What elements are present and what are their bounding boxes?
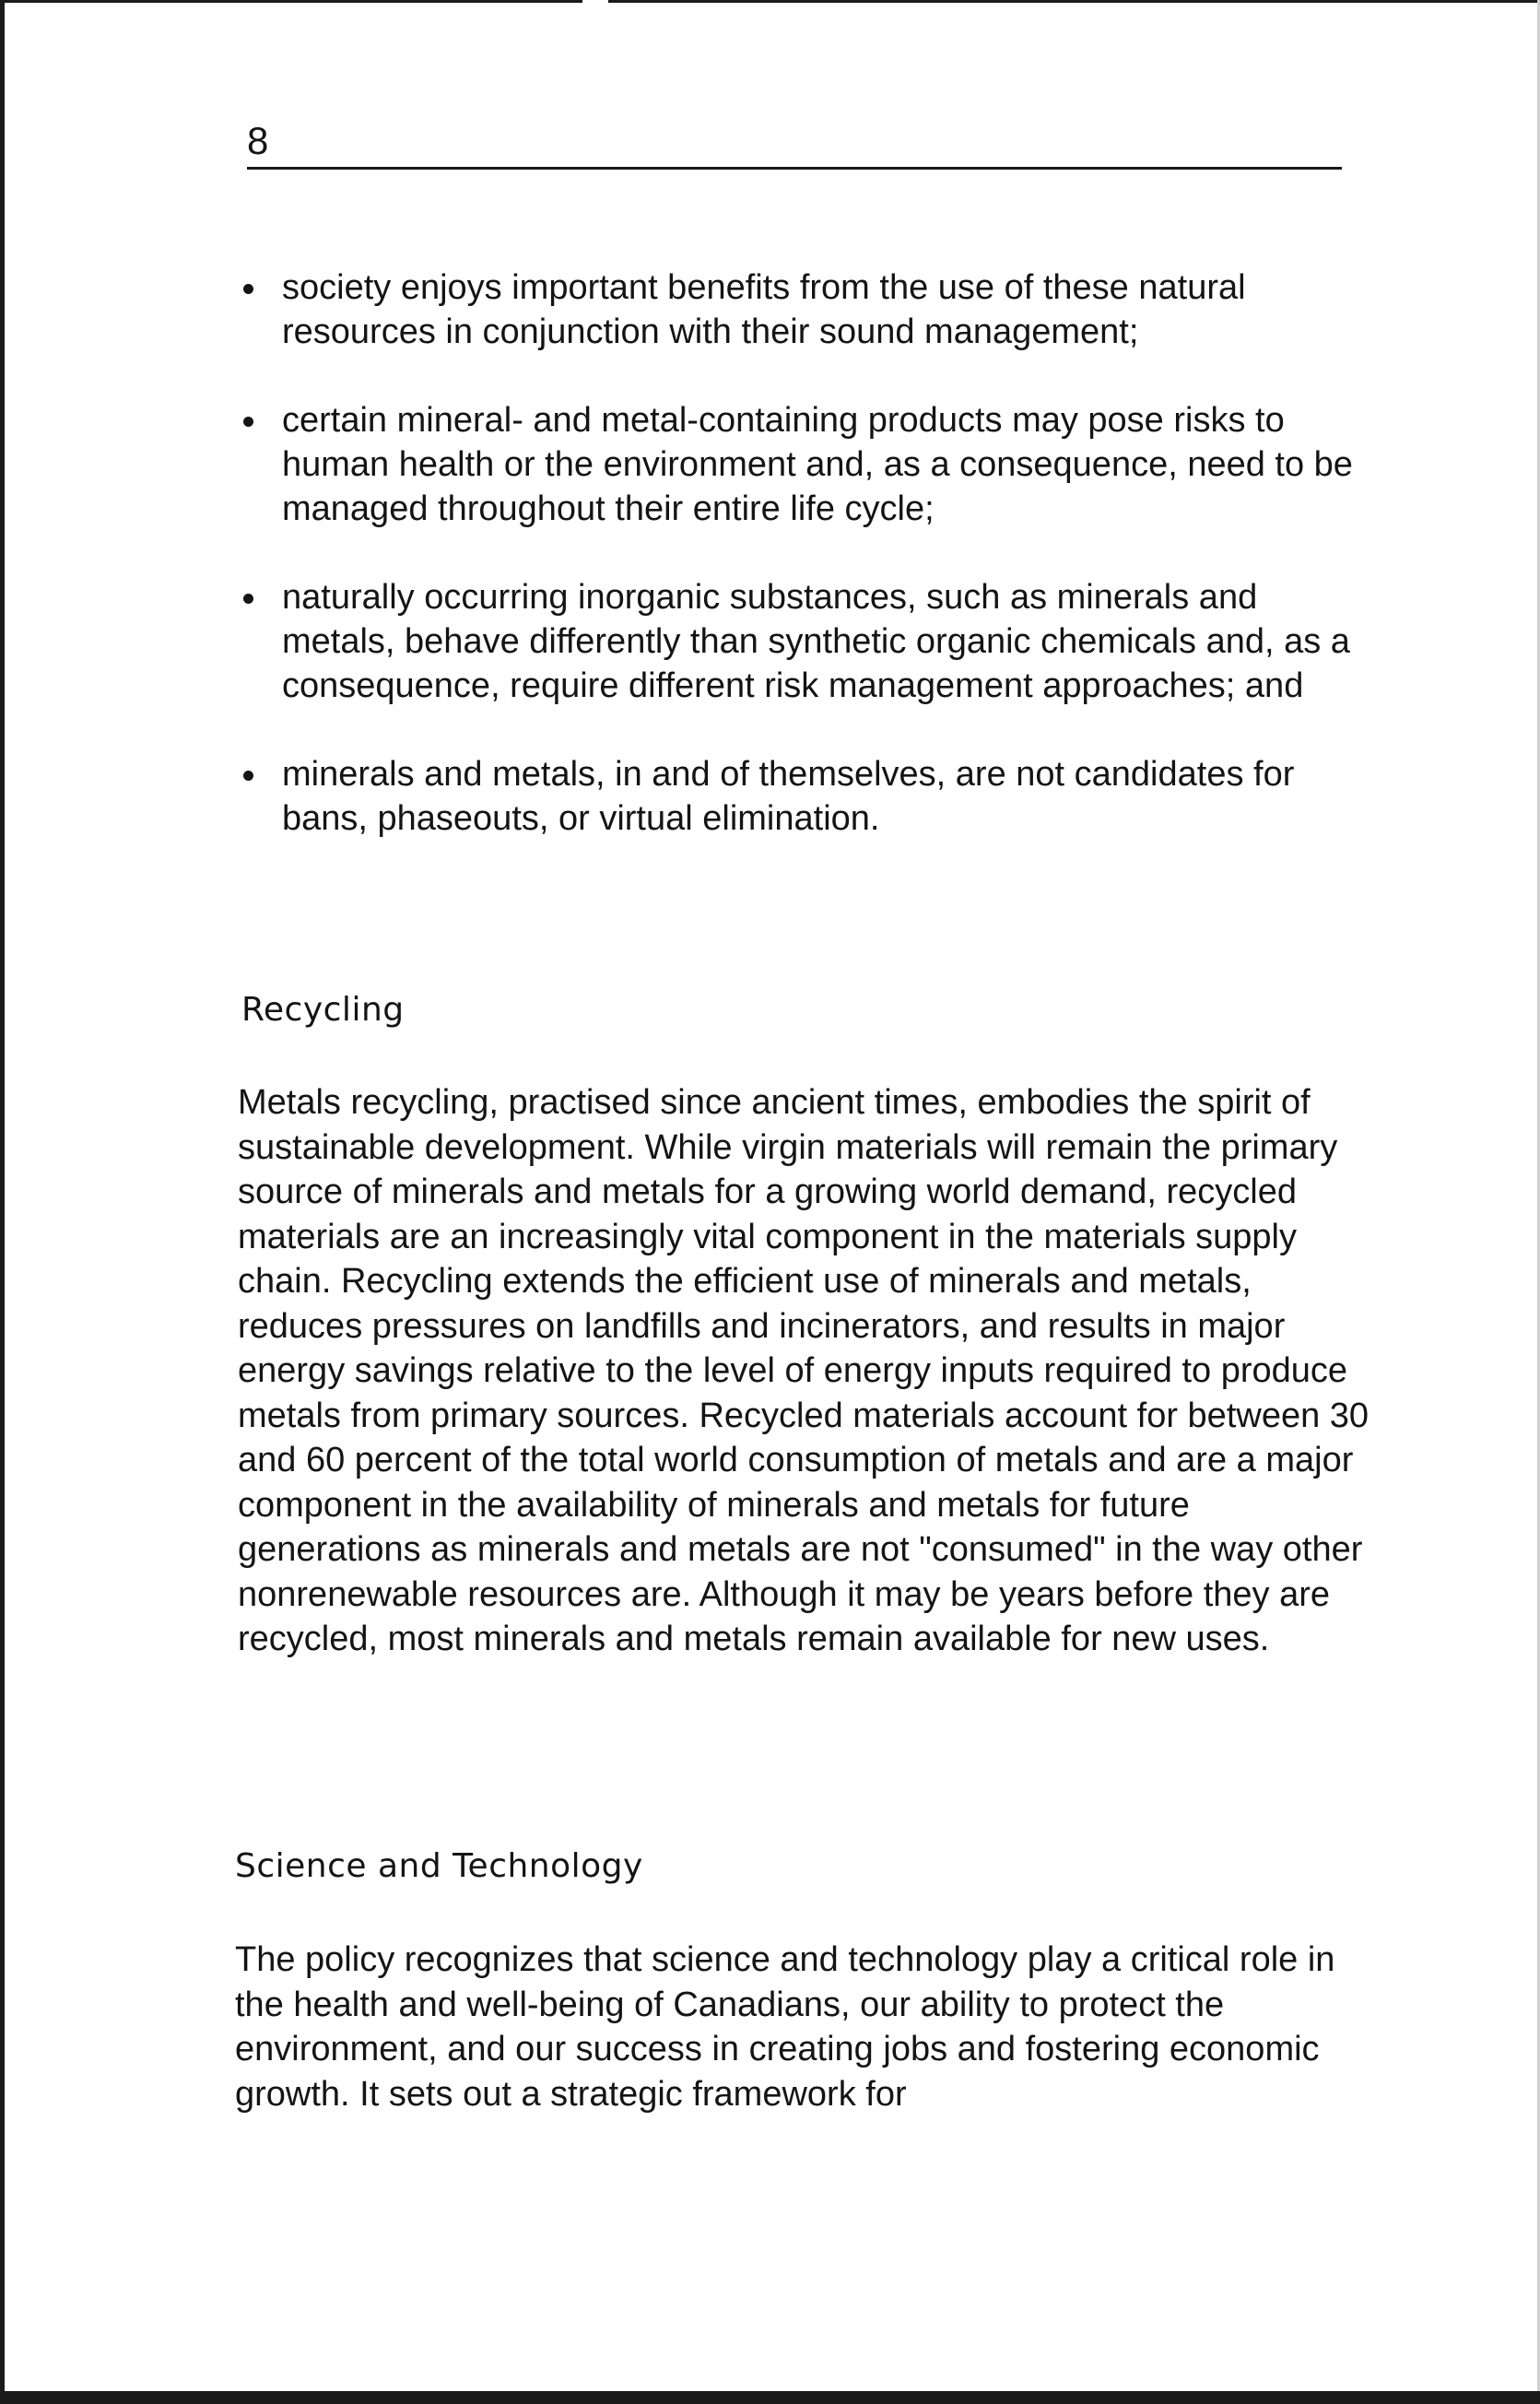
scan-bottom-edge [0, 2391, 1540, 2404]
bullet-item [241, 575, 1357, 708]
page-number: 8 [247, 119, 269, 162]
science-technology-heading: Science and Technology [235, 1847, 643, 1885]
bullet-list [241, 265, 1357, 885]
bullet-text: society enjoys important benefits from the use of these natural resources in conjunction with their sound management; [282, 268, 1246, 351]
bullet-item [241, 265, 1357, 354]
bullet-icon [243, 284, 253, 294]
bullet-text: naturally occurring inorganic substances, such as minerals and metals, behave differently than synthetic organic chemicals and, as a consequence, require different risk management approaches; and [282, 578, 1350, 705]
bullet-icon [243, 417, 253, 427]
bullet-icon [243, 594, 253, 604]
recycling-paragraph: Metals recycling, practised since ancient times, embodies the spirit of sustainable development. While virgin materials will remain the primary source of minerals and metals for a growing world demand, recycled materials are an increasingly vital component in the materials supply chain. Recycling extends the efficient use of minerals and metals, reduces pressures on landfills and incinerators, and results in major energy savings relative to the level of energy inputs required to produce metals from primary sources. Recycled materials account for between 30 and 60 percent of the total world consumption of metals and are a major component in the availability of minerals and metals for future generations as minerals and metals are not "consumed" in the way other nonrenewable resources are. Although it may be years before they are recycled, most minerals and metals remain available for new uses. [238, 1083, 1370, 1658]
bullet-item [241, 398, 1357, 531]
bullet-text: minerals and metals, in and of themselves, are not candidates for bans, phaseouts, or virtual elimination. [282, 755, 1295, 838]
science-technology-paragraph: The policy recognizes that science and technology play a critical role in the health and well-being of Canadians, our ability to protect the environment, and our success in creating jobs and fostering economic growth. It sets out a strategic framework for [235, 1940, 1335, 2114]
recycling-heading: Recycling [241, 991, 405, 1029]
scan-top-edge [0, 0, 1540, 3]
header-rule [247, 167, 1342, 170]
scan-top-gap [582, 0, 608, 4]
bullet-icon [243, 771, 253, 781]
bullet-text: certain mineral- and metal-containing products may pose risks to human health or the environment and, as a consequence, need to be managed throughout their entire life cycle; [282, 401, 1353, 528]
scan-left-edge [0, 0, 5, 2404]
bullet-item [241, 752, 1357, 841]
